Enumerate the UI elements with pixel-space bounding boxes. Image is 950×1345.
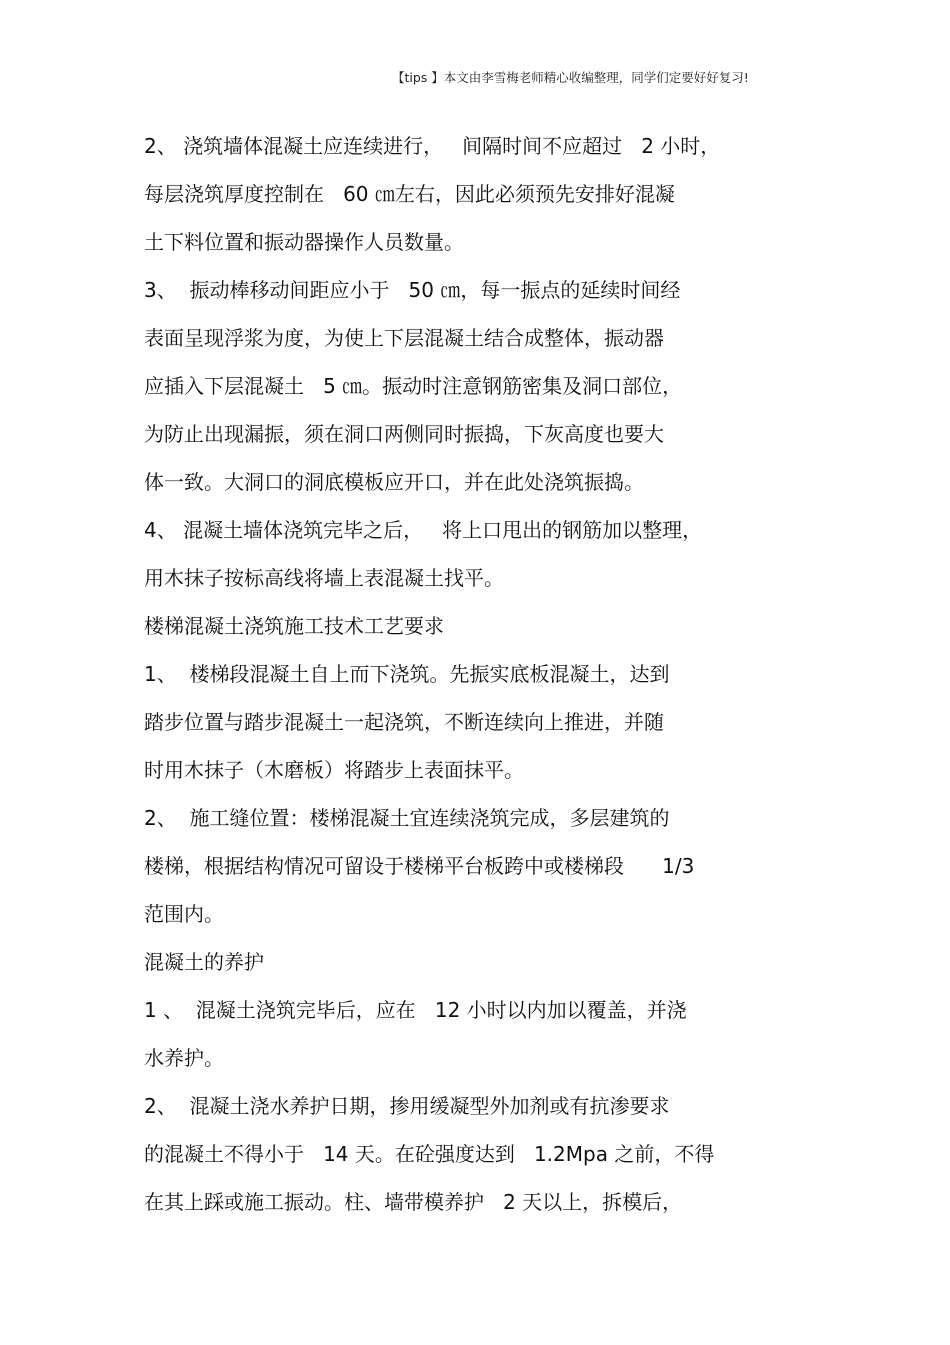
section-heading-stairs: 楼梯混凝土浇筑施工技术工艺要求 xyxy=(144,614,444,638)
body-line-9: 4、 混凝土墙体浇筑完毕之后， 将上口甩出的钢筋加以整理， xyxy=(144,518,703,542)
body-line-8: 体一致。大洞口的洞底模板应开口，并在此处浇筑振捣。 xyxy=(144,470,644,494)
body-line-4: 3、 振动棒移动间距应小于 50 ㎝，每一振点的延续时间经 xyxy=(144,278,681,302)
header-tip: 【tips 】本文由李雪梅老师精心收编整理，同学们定要好好复习! xyxy=(392,70,749,85)
body-line-5: 表面呈现浮浆为度，为使上下层混凝土结合成整体，振动器 xyxy=(144,326,664,350)
body-line-1: 2、 浇筑墙体混凝土应连续进行， 间隔时间不应超过 2 小时， xyxy=(144,134,721,158)
body-line-15: 2、 施工缝位置：楼梯混凝土宜连续浇筑完成，多层建筑的 xyxy=(144,806,670,830)
body-line-6: 应插入下层混凝土 5 ㎝。振动时注意钢筋密集及洞口部位， xyxy=(144,374,683,398)
body-line-7: 为防止出现漏振，须在洞口两侧同时振捣，下灰高度也要大 xyxy=(144,422,664,446)
body-line-10: 用木抹子按标高线将墙上表混凝土找平。 xyxy=(144,566,504,590)
body-line-13: 踏步位置与踏步混凝土一起浇筑，不断连续向上推进，并随 xyxy=(144,710,664,734)
body-line-17: 范围内。 xyxy=(144,902,224,926)
body-line-22: 的混凝土不得小于 14 天。在砼强度达到 1.2Mpa 之前，不得 xyxy=(144,1142,715,1166)
body-line-16: 楼梯，根据结构情况可留设于楼梯平台板跨中或楼梯段 1/3 xyxy=(144,854,695,878)
body-line-20: 水养护。 xyxy=(144,1046,224,1070)
body-line-2: 每层浇筑厚度控制在 60 ㎝左右，因此必须预先安排好混凝 xyxy=(144,182,675,206)
body-line-23: 在其上踩或施工振动。柱、墙带模养护 2 天以上，拆模后， xyxy=(144,1190,683,1214)
section-heading-curing: 混凝土的养护 xyxy=(144,950,264,974)
body-line-12: 1、 楼梯段混凝土自上而下浇筑。先振实底板混凝土，达到 xyxy=(144,662,670,686)
body-line-3: 土下料位置和振动器操作人员数量。 xyxy=(144,230,464,254)
body-line-21: 2、 混凝土浇水养护日期，掺用缓凝型外加剂或有抗渗要求 xyxy=(144,1094,670,1118)
body-line-14: 时用木抹子（木磨板）将踏步上表面抹平。 xyxy=(144,758,524,782)
body-line-19: 1 、 混凝土浇筑完毕后，应在 12 小时以内加以覆盖，并浇 xyxy=(144,998,687,1022)
